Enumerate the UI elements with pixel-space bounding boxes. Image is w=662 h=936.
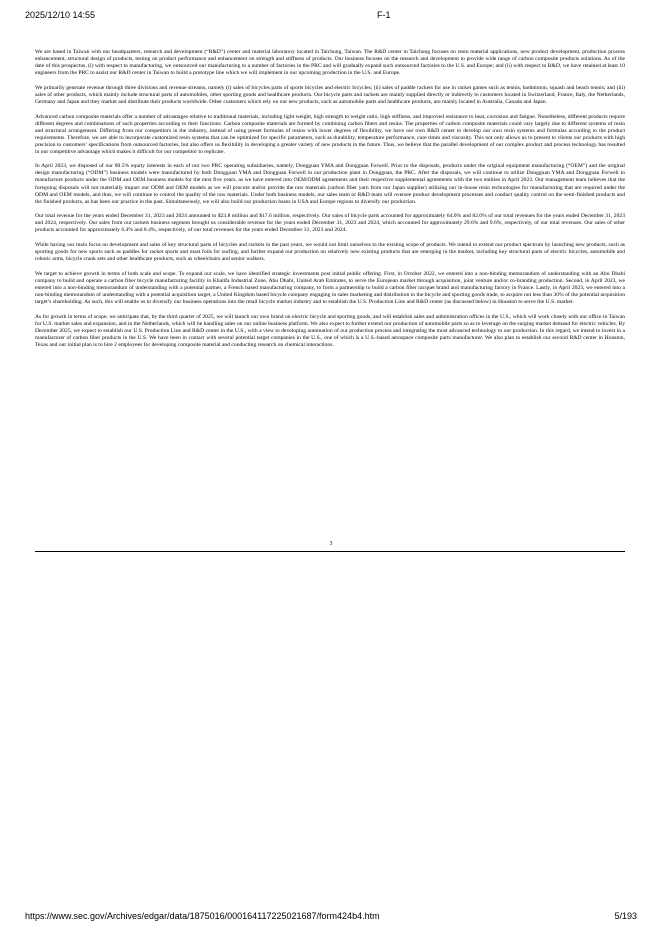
- paragraph-growth-scale: We target to achieve growth in terms of both scale and scope. To expand our scale, we have identified strategic investments post initial public offering. First, in October 2022, we entered into a non-binding memorandum of understanding with an Abu Dhabi company to build and operate a carbon fiber bicycle manufacturing facility in Khalifa Industrial Zone, Abu Dhabi, United Arab Emirates, to serve the European market through acquisition, joint venture and/or co-branding production. Second, in April 2023, we entered into a non-binding memorandum of understanding with a potential partner, a French based manufacturing company, to form a partnership to build a carbon fiber racquet brand and manufacturing factory in France. Lastly, in April 2023, we entered into a non-binding memorandum of understanding with a potential acquisition target, a United Kingdom based bicycle company engaging in sales marketing and distribution in the bicycle and sporting goods trade, to acquire not less than 30% of the potential acquisition target’s shareholding. As such, this will enable us to diversify our business operations into the retail bicycle market industry and to establish the U.S. Production Line and R&D center (as discussed below) in Houston to serve the U.S. market.: [35, 270, 625, 305]
- page-divider: [35, 551, 625, 552]
- document-body: [35, 49, 625, 356]
- paragraph-disposal: In April 2023, we disposed of our 80.5% equity interests in each of our two PRC operating subsidiaries, namely, Dongguan YMA and Dongguan Forwell. Prior to the disposals, products under the original equipment manufacturing (“OEM”) and the original design manufacturing (“ODM”) business models were manufactured by both Dongguan YMA and Dongguan Forwell in our production plant in Dongguan, the PRC. After the disposals, we will continue to utilize Dongguan YMA and Dongguan Forwell to manufacture products under the ODM and OEM business models for the next five years, as we have entered into OEM/ODM agreements and their respective supplemental agreements with the two entities in April 2023. Our management team believes that the foregoing disposals will not materially impact our ODM and OEM models as we will procure and/or provide the raw materials (carbon fiber yarn from our Japan supplier) utilizing our in-house resin technologies for manufacturing that are required under the ODM and OEM models, and thus, we will continue to control the quality of the raw materials. Under both business models, our sales team or R&D team will oversee product development processes and conduct quality control on the semi-finished products and the finished products, as has been our practice in the past. Simultaneously, we will also build our production bases in USA and Europe regions to diversify our production.: [35, 163, 625, 205]
- document-id: F-1: [377, 10, 391, 20]
- paragraph-total-revenue: Our total revenue for the years ended December 31, 2023 and 2024 amounted to $23.8 million and $17.6 million, respectively. Our sales of bicycle parts accounted for approximately 64.0% and 82.0% of our total revenues for the years ended December 31, 2023 and 2024, respectively. Our sales from our rackets business segment brought us considerable revenue for the years ended December 31, 2023 and 2024, which accounted for approximately 29.6% and 9.6%, respectively, of our total revenues. Our sales of other products accounted for approximately 6.4% and 8.4%, respectively, of our total revenues for the years ended December 31, 2023 and 2024.: [35, 213, 625, 234]
- source-url[interactable]: https://www.sec.gov/Archives/edgar/data/1875016/000164117225021687/form424b4.htm: [25, 911, 380, 921]
- print-datetime: 2025/12/10 14:55: [25, 10, 96, 20]
- paragraph-growth-scope: As for growth in terms of scope, we anticipate that, by the third quarter of 2025, we will launch our own brand on electric bicycle and sporting goods, and will establish sales and administration offices in the U.S., which will work closely with our office in Taiwan for U.S. market sales and expansion, and in the Netherlands, which will be handling sales on our online business platform. We also expect to further extend our production of automobile parts so as to leverage on the surging market demand for electric vehicles. By December 2025, we expect to establish our U.S. Production Line and R&D center in the U.S., with a view to developing automation of our production process and integrating the most advanced technology to our production. In this regard, we intend to invest in a manufacturer of carbon fiber products in the U.S. We have been in contact with several potential target companies in the U.S., one of which is a U.S.-based aerospace composite parts manufacturer. We also plan to establish our second R&D center in Houston, Texas and our initial plan is to hire 2 employees for developing composite material and conducting research on chemical interactions.: [35, 313, 625, 348]
- print-header: [25, 10, 637, 24]
- paragraph-company-overview: We are based in Taiwan with our headquarters, research and development (“R&D”) center and material laboratory located in Taichung, Taiwan. The R&D center in Taichung focuses on resin material applications, new product development, production process enhancement, structural design of products, testing on product performance and enhancement on strength and stiffness of products. Our business focuses on the research and development to provide wide range of carbon composite products solutions. As of the date of this prospectus, (i) with respect to manufacturing, we outsourced our manufacturing to a number of factories in the PRC and will gradually expand such outsourced factories to the U.S. and Europe; and (ii) with respect to R&D, we have retained at least 10 engineers from the PRC to assist our R&D center in Taiwan to build a prototype line which we will implement in our upcoming production in the U.S. and Europe.: [35, 49, 625, 77]
- paragraph-revenue-streams: We primarily generate revenue through three divisions and revenue streams, namely (i) sales of bicycles parts of sports bicycles and electric bicycles; (ii) sales of paddle rackets for use in racket games such as tennis, badminton, squash and beach tennis; and (iii) sales of other products, which mainly include structural parts of automobiles, other sporting goods and healthcare products. Our bicycle parts and rackets are mainly supplied directly or indirectly to customers located in Switzerland, France, Italy, the Netherlands, Germany and Japan and they market and distribute their products worldwide. Other customers which rely on our new products, such as automobile parts and healthcare products, are mainly located in Australia, Canada and Japan.: [35, 84, 625, 105]
- print-footer: [25, 911, 637, 925]
- page-number: 3: [329, 541, 333, 547]
- paragraph-carbon-composites: Advanced carbon composite materials offer a number of advantages relative to traditional materials, including light weight, high strength to weight ratio, high stiffness, and improved resistance to heat, corrosion and fatigue. Nonetheless, different products require different degrees and combinations of such properties according to their functions. Carbon composite materials are formed by combining carbon fibers and resins. The properties of carbon composite materials could vary largely due to different systems of resin and structural arrangement. Differing from our competitors in the industry, instead of using preset formulas of resins with lower degrees of flexibility, we have our own R&D center to develop our own resin systems and formulas according to the product requirements. Therefore, we are able to incorporate customized resin systems that can be optimized for specific parameters, such as durability, temperature performance, cure times and viscosity. This not only allows us to present to clients our products with high precision to customers’ specifications from outsourced factories, but also offers us flexibility in developing a greater variety of new products in the future. Thus, we believe that the parallel development of our complex product and process technology has resulted in our competitive advantage which makes it difficult for our competitor to replicate.: [35, 113, 625, 155]
- print-page-count: 5/193: [614, 911, 637, 921]
- paragraph-product-spectrum: While having our main focus on development and sales of key structural parts of bicycles and rackets in the past years, we would not limit ourselves to the existing scope of products. We intend to extend our product spectrum by launching new products, such as sporting goods for new sports such as paddles for racket sports and mast foils for surfing, and further expand our production on relatively new existing products that are emerging in the market, including key structural parts of electric bicycles, automobile and robotic arms, bicycle crank sets and other healthcare products, such as wheelchairs and senior walkers.: [35, 242, 625, 263]
